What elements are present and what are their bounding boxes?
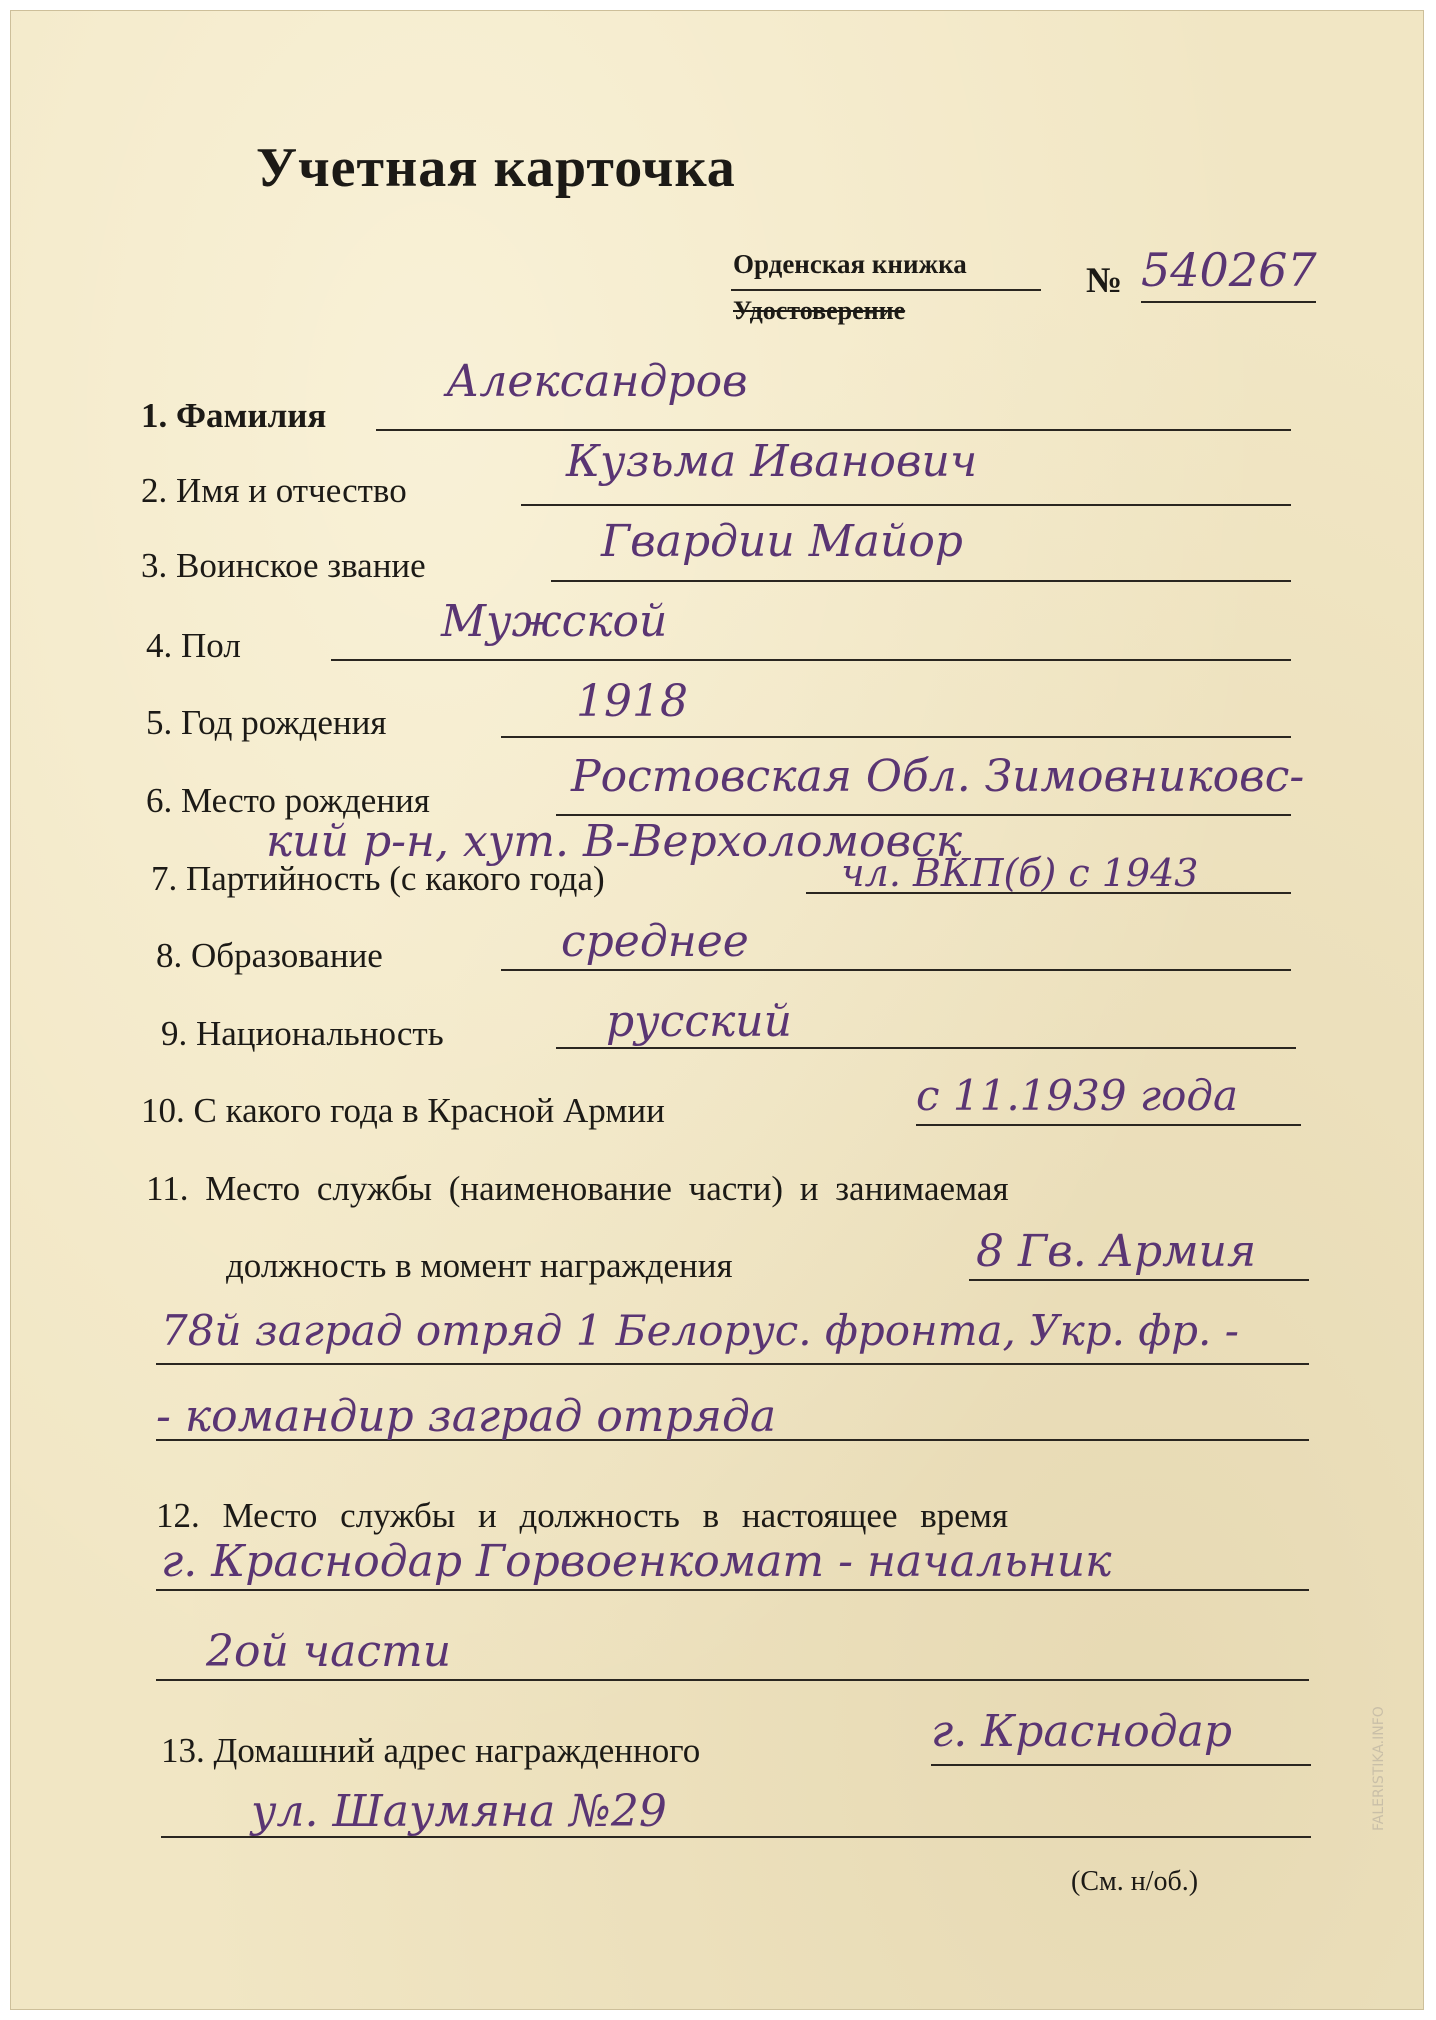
field-value-education: среднее — [561, 916, 749, 967]
field-value-birthplace-continued: кий р-н, хут. В-Верхоломовск — [266, 816, 963, 867]
field-value-address-street: ул. Шаумяна №29 — [251, 1786, 667, 1837]
document-type: Орденская книжка — [733, 249, 967, 279]
field-value-rank: Гвардии Майор — [601, 516, 963, 567]
field-label-service-place: 11. Место службы (наименование части) и занимаемая — [146, 1169, 1009, 1208]
watermark: FALERISTIKA.INFO — [1371, 1706, 1387, 1831]
document-type-struck: Удостоверение — [733, 296, 906, 325]
card-title: Учетная карточка — [256, 137, 736, 199]
field-line-current-2 — [156, 1679, 1309, 1681]
field-line-surname — [376, 429, 1291, 431]
field-value-nationality: русский — [606, 996, 792, 1047]
field-line-nationality — [556, 1047, 1296, 1049]
field-value-current-service: г. Краснодар Горвоенкомат - начальник — [161, 1536, 1112, 1587]
field-label-surname: 1. Фамилия — [141, 396, 327, 435]
field-line-address-1 — [931, 1764, 1311, 1766]
field-line-service-1 — [969, 1279, 1309, 1281]
field-label-home-address: 13. Домашний адрес награжденного — [161, 1731, 701, 1770]
field-label-current-service: 12. Место службы и должность в настоящее время — [156, 1496, 1009, 1535]
footnote-see-reverse: (См. н/об.) — [1071, 1866, 1199, 1897]
award-record-card — [10, 10, 1424, 2010]
field-line-education — [501, 969, 1291, 971]
field-value-service-post: - командир заград отряда — [156, 1391, 777, 1442]
field-value-party: чл. ВКП(б) с 1943 — [841, 851, 1199, 895]
field-value-surname: Александров — [446, 356, 748, 407]
field-value-service-army: 8 Гв. Армия — [976, 1226, 1257, 1277]
field-line-name — [521, 504, 1291, 506]
field-line-army-since — [916, 1124, 1301, 1126]
field-value-current-unit: 2ой части — [206, 1626, 452, 1677]
document-number: 540267 — [1141, 243, 1317, 297]
document-type-rule — [731, 289, 1041, 291]
field-label-name: 2. Имя и отчество — [141, 471, 407, 510]
field-label-party: 7. Партийность (с какого года) — [151, 859, 605, 898]
number-rule — [1141, 301, 1316, 303]
field-label-rank: 3. Воинское звание — [141, 546, 426, 585]
field-label-service-position: должность в момент награждения — [226, 1246, 733, 1285]
field-line-current-1 — [156, 1589, 1309, 1591]
field-value-service-unit: 78й заград отряд 1 Белорус. фронта, Укр. фр. - — [161, 1306, 1239, 1355]
field-value-sex: Мужской — [441, 596, 668, 647]
field-value-name: Кузьма Иванович — [566, 436, 978, 487]
field-label-army-since: 10. С какого года в Красной Армии — [141, 1091, 665, 1130]
field-label-education: 8. Образование — [156, 936, 383, 975]
field-label-birthplace: 6. Место рождения — [146, 781, 430, 820]
number-label: № — [1086, 260, 1123, 300]
field-line-sex — [331, 659, 1291, 661]
field-line-birth-year — [501, 736, 1291, 738]
field-value-address-city: г. Краснодар — [931, 1706, 1233, 1757]
field-label-nationality: 9. Национальность — [161, 1014, 444, 1053]
field-line-rank — [551, 580, 1291, 582]
field-line-service-2 — [156, 1363, 1309, 1365]
field-value-army-since: с 11.1939 года — [916, 1071, 1239, 1120]
field-value-birthplace: Ростовская Обл. Зимовниковс- — [571, 751, 1305, 802]
field-label-sex: 4. Пол — [146, 626, 241, 665]
field-value-birth-year: 1918 — [576, 676, 688, 727]
field-label-birth-year: 5. Год рождения — [146, 703, 387, 742]
